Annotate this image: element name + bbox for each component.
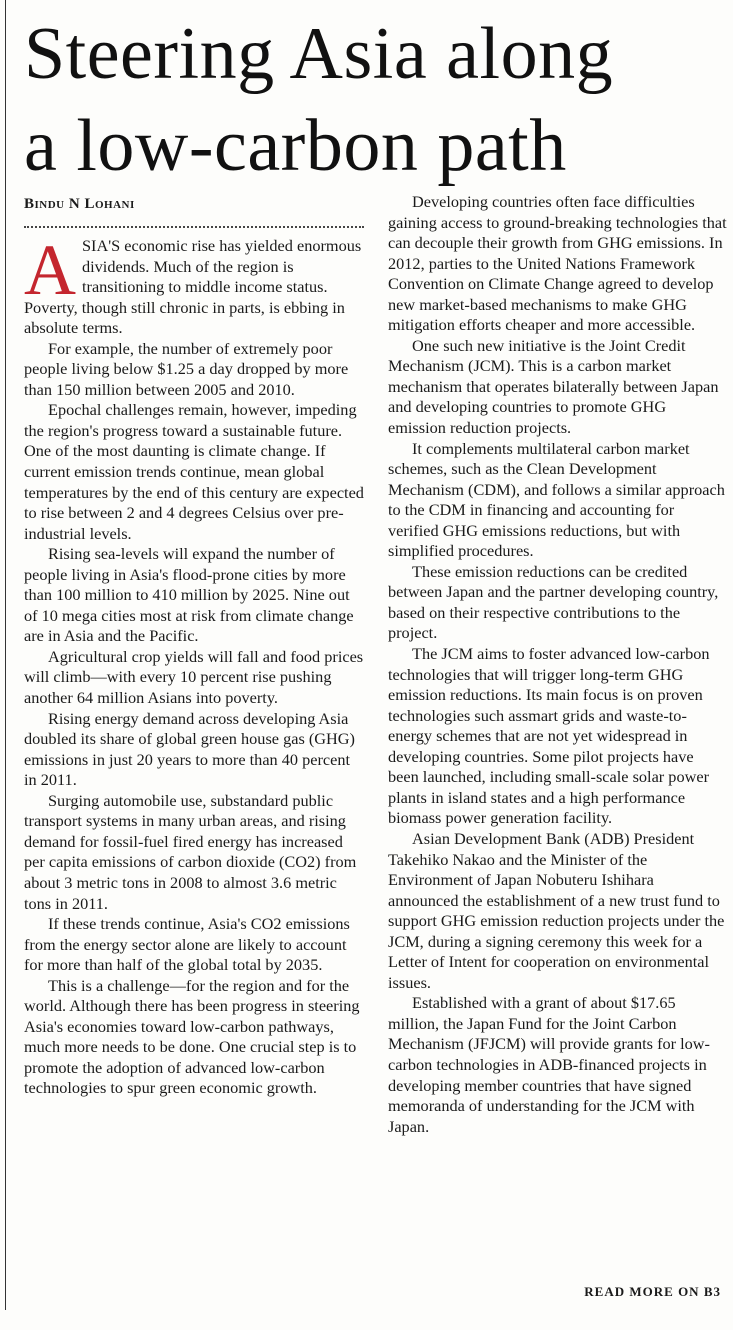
headline xyxy=(24,8,729,192)
byline-divider xyxy=(24,226,364,228)
paragraph: Surging automobile use, substandard public transport systems in many urban areas, and rising demand for fossil-fuel fired energy has increased per capita emissions of carbon dioxide (CO2) from about 3 metric tons in 2008 to almost 3.6 metric tons in 2011. xyxy=(24,790,357,913)
headline-line-2: a low-carbon path xyxy=(24,105,567,187)
column-rule xyxy=(5,0,6,1310)
paragraph: These emission reductions can be credited between Japan and the partner developing country, based on their respective contributions to the project. xyxy=(388,561,719,643)
paragraph: If these trends continue, Asia's CO2 emissions from the energy sector alone are likely to account for more than half of the global total by 2035. xyxy=(24,914,350,975)
byline: Bindu N Lohani xyxy=(24,196,135,212)
article-column-2 xyxy=(388,192,728,1137)
paragraph: Established with a grant of about $17.65 million, the Japan Fund for the Joint Carbon Mechanism (JFJCM) will provide grants for low-carbon technologies in ADB-financed projects in developing member countries that have signed memoranda of understanding for the JCM with Japan. xyxy=(388,993,710,1136)
paragraph: Rising energy demand across developing Asia doubled its share of global green house gas (GHG) emissions in just 20 years to more than 40 percent in 2011. xyxy=(24,708,355,790)
paragraph: The JCM aims to foster advanced low-carbon technologies that will trigger long-term GHG emission reductions. Its main focus is on proven technologies such assmart grids and waste-to-energy schemes that are not yet widespread in developing countries. Some pilot projects have been launched, including small-scale solar power plants in island states and a high performance biomass power generation facility. xyxy=(388,644,710,828)
paragraph: Rising sea-levels will expand the number of people living in Asia's flood-prone cities by more than 100 million to 410 million by 2025. Nine out of 10 mega cities most at risk from climate change are in Asia and the Pacific. xyxy=(24,544,354,646)
paragraph xyxy=(24,230,366,339)
paragraph: Agricultural crop yields will fall and food prices will climb—with every 10 percent rise pushing another 64 million Asians into poverty. xyxy=(24,646,364,708)
paragraph: It complements multilateral carbon market schemes, such as the Clean Development Mechanism (CDM), and follows a similar approach to the CDM in financing and accounting for verified GHG emissions reductions, but with simplified procedures. xyxy=(388,438,725,561)
paragraph-text: SIA'S economic rise has yielded enormous dividends. Much of the region is transitioning to middle income status. Poverty, though still chronic in parts, is ebbing in absolute terms. xyxy=(24,236,362,338)
article-column-1 xyxy=(24,230,366,1099)
paragraph: Developing countries often face difficulties gaining access to ground-breaking technologies that can decouple their growth from GHG emissions. In 2012, parties to the United Nations Framework Convention on Climate Change agreed to develop new market-based mechanisms to make GHG mitigation efforts cheaper and more accessible. xyxy=(388,192,727,335)
paragraph: Epochal challenges remain, however, impeding the region's progress toward a sustainable future. One of the most daunting is climate change. If current emission trends continue, mean global temperatures by the end of this century are expected to rise between 2 and 4 degrees Celsius over pre-industrial levels. xyxy=(24,400,364,543)
headline-line-1: Steering Asia along xyxy=(24,13,614,95)
paragraph: Asian Development Bank (ADB) President Takehiko Nakao and the Minister of the Environment of Japan Nobuteru Ishihara announced the establishment of a new trust fund to support GHG emission reduction projects under the JCM, during a signing ceremony this week for a Letter of Intent for cooperation on environmental issues. xyxy=(388,828,725,992)
read-more-link[interactable]: READ MORE ON B3 xyxy=(584,1284,721,1299)
paragraph: One such new initiative is the Joint Credit Mechanism (JCM). This is a carbon market mechanism that operates bilaterally between Japan and developing countries to promote GHG emission reduction projects. xyxy=(388,335,719,438)
drop-cap: A xyxy=(24,230,76,310)
paragraph: This is a challenge—for the region and for the world. Although there has been progress in steering Asia's economies toward low-carbon pathways, much more needs to be done. One crucial step is to promote the adoption of advanced low-carbon technologies to spur green economic growth. xyxy=(24,975,360,1098)
paragraph: For example, the number of extremely poor people living below $1.25 a day dropped by more than 150 million between 2005 and 2010. xyxy=(24,338,349,399)
